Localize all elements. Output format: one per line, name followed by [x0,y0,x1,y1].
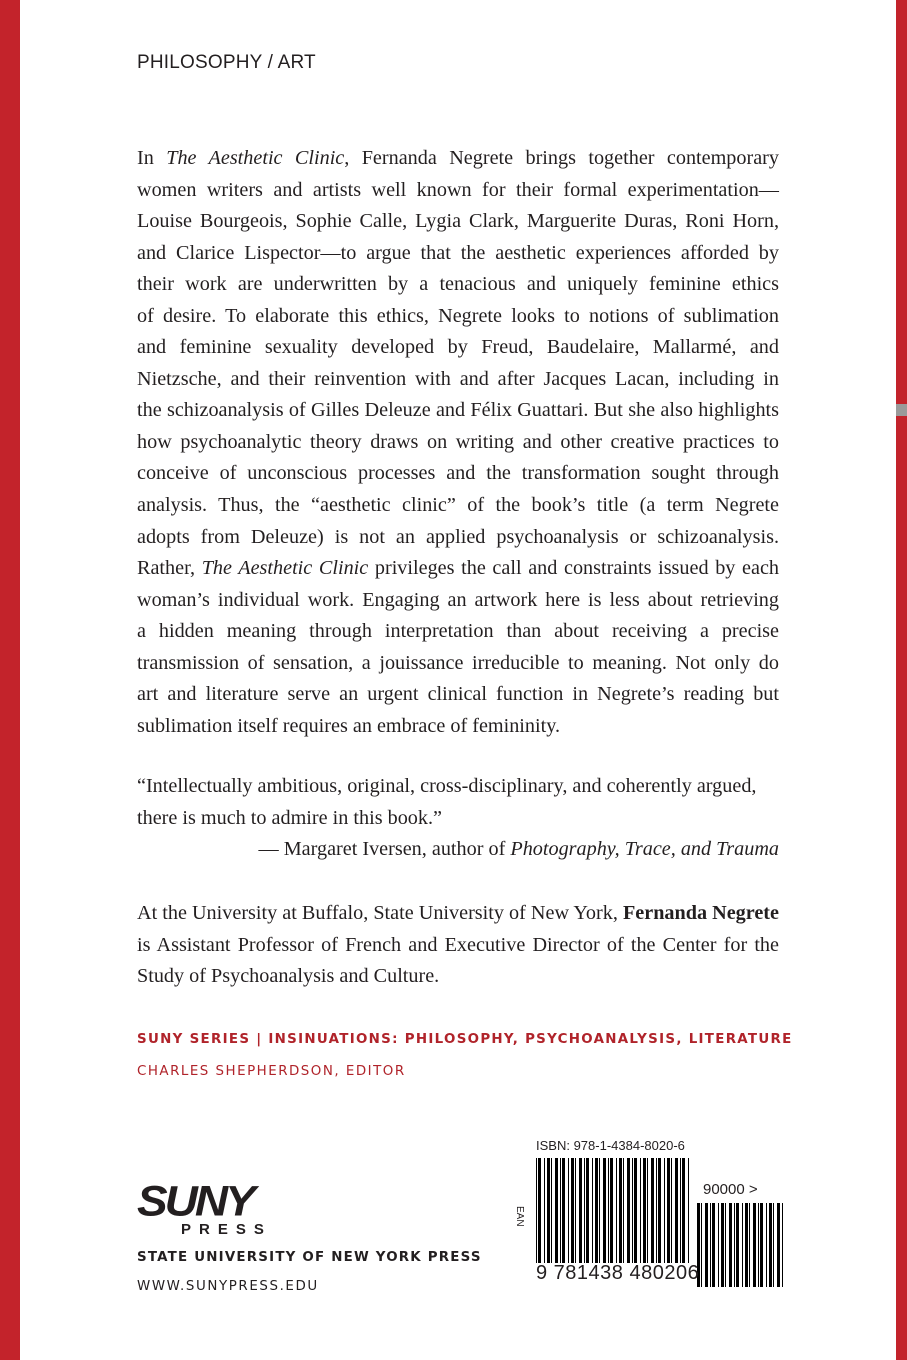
description-line: In The Aesthetic Clinic, Fernanda Negrete brings together contemporary [137,147,779,169]
barcode-bar [749,1203,750,1287]
barcode-bar [718,1203,719,1287]
barcode-bar [584,1158,585,1263]
description-line: adopts from Deleuze) is not an applied psychoanalysis or schizoanalysis. [137,525,779,548]
barcode-bar [769,1203,772,1287]
barcode-bar [632,1158,633,1263]
barcode-bar [538,1158,541,1263]
barcode-bar [688,1158,689,1263]
description-line: analysis. Thus, the “aesthetic clinic” of the book’s title (a term Negrete [137,494,779,517]
barcode-bar [651,1158,654,1263]
description-line: Nietzsche, and their reinvention with and after Jacques Lacan, including in [137,367,779,390]
barcode-bar [675,1158,678,1263]
barcode-bar [758,1203,759,1287]
description-line: the schizoanalysis of Gilles Deleuze and Félix Guattari. But she also highlights [137,399,779,422]
barcode-bar [627,1158,630,1263]
barcode-bar [579,1158,582,1263]
quote-line: there is much to admire in this book.” [137,806,442,829]
barcode-bar [571,1158,574,1263]
quote-attribution: — Margaret Iversen, author of Photography, Trace, and Trauma [258,838,779,860]
barcode-bar [729,1203,732,1287]
barcode-bar [640,1158,641,1263]
publisher-website: WWW.SUNYPRESS.EDU [137,1279,319,1294]
barcode-bar [592,1158,593,1263]
description-line: of desire. To elaborate this ethics, Negrete looks to notions of sublimation [137,304,779,327]
barcode-bar [656,1158,657,1263]
barcode-bar [705,1203,708,1287]
barcode-bar [647,1158,648,1263]
description-line: and feminine sexuality developed by Freud, Baudelaire, Mallarmé, and [137,336,779,359]
description-line: conceive of unconscious processes and the transformation sought through [137,462,779,485]
barcode-bar [603,1158,606,1263]
barcode-bar [619,1158,622,1263]
barcode-bar [599,1158,600,1263]
barcode-bar [575,1158,576,1263]
series-title: SUNY SERIES | INSINUATIONS: PHILOSOPHY, PSYCHOANALYSIS, LITERATURE [137,1032,793,1047]
barcode-bar [760,1203,763,1287]
barcode-bar [551,1158,552,1263]
barcode-bar [782,1203,783,1287]
price-code: 90000 > [703,1181,758,1198]
author-name: Fernanda Negrete [622,902,779,924]
description-line: Rather, The Aesthetic Clinic privileges the call and constraints issued by each [137,557,779,580]
barcode-bar [680,1158,681,1263]
barcode-bar [623,1158,624,1263]
barcode-bar [734,1203,735,1287]
barcode-bar [736,1203,739,1287]
description-line: Louise Bourgeois, Sophie Calle, Lygia Clark, Marguerite Duras, Roni Horn, [137,210,779,233]
endorsement-quote [137,771,779,834]
barcode-bar [701,1203,702,1287]
barcode-bar [634,1158,637,1263]
barcode-bar [742,1203,743,1287]
barcode-bar [773,1203,774,1287]
category-label: PHILOSOPHY / ART [137,52,316,73]
ean-number: 9 781438 480206 [536,1262,700,1284]
publisher-name: STATE UNIVERSITY OF NEW YORK PRESS [137,1250,482,1265]
barcode-bar [547,1158,550,1263]
barcode-bar [664,1158,665,1263]
barcode-bar [562,1158,565,1263]
description-line: how psychoanalytic theory draws on writing and other creative practices to [137,430,779,453]
barcode-bar [568,1158,569,1263]
description-line: woman’s individual work. Engaging an artwork here is less about retrieving [137,588,779,611]
barcode-bar [595,1158,598,1263]
series-editor: CHARLES SHEPHERDSON, EDITOR [137,1064,406,1079]
book-description [137,143,779,742]
barcode-bar [658,1158,661,1263]
book-title-italic: The Aesthetic Clinic [166,147,345,169]
barcode-bar [682,1158,685,1263]
barcode-bar [536,1158,537,1263]
barcode-bar [616,1158,617,1263]
barcode-bar [555,1158,558,1263]
barcode-bar [643,1158,646,1263]
barcode-bar [667,1158,670,1263]
left-red-spine-bar [0,0,20,1360]
ean-label: EAN [514,1206,525,1227]
description-line: a hidden meaning through interpretation than about receiving a precise [137,620,779,643]
description-line: their work are underwritten by a tenacious and uniquely feminine ethics [137,273,779,296]
description-line: and Clarice Lispector—to argue that the aesthetic experiences afforded by [137,241,779,264]
description-line: art and literature serve an urgent clinical function in Negrete’s reading but [137,683,779,706]
barcode-bar [725,1203,726,1287]
description-line: women writers and artists well known for their formal experimentation— [137,178,779,201]
logo-suny-text: SUNY [137,1177,253,1225]
isbn-text: ISBN: 978-1-4384-8020-6 [536,1138,685,1153]
barcode-bar [745,1203,748,1287]
barcode-bar [710,1203,711,1287]
barcode-bar [671,1158,672,1263]
suny-press-logo [137,1177,272,1238]
description-line: transmission of sensation, a jouissance irreducible to meaning. Not only do [137,651,779,674]
barcode-bar [777,1203,780,1287]
logo-press-text: PRESS [181,1221,272,1238]
barcode-bar [610,1158,613,1263]
barcode-bar [766,1203,767,1287]
barcode-bar [753,1203,756,1287]
barcode-bar [721,1203,724,1287]
bio-line: Study of Psychoanalysis and Culture. [137,965,440,987]
description-line: sublimation itself requires an embrace of femininity. [137,714,561,737]
barcode-bar [712,1203,715,1287]
edge-gray-mark [896,404,907,416]
barcode-bar [608,1158,609,1263]
bio-line: At the University at Buffalo, State University of New York, Fernanda Negrete [137,902,779,924]
barcode-bar [586,1158,589,1263]
barcode-bar [544,1158,545,1263]
book-title-italic: The Aesthetic Clinic [201,557,369,580]
bio-line: is Assistant Professor of French and Executive Director of the Center for the [137,933,779,956]
barcode-bar [560,1158,561,1263]
right-red-edge-bar [896,0,907,1360]
author-bio [137,898,779,993]
quote-line: “Intellectually ambitious, original, cross-disciplinary, and coherently argued, [137,775,757,797]
attribution-book-title: Photography, Trace, and Trauma [510,838,779,860]
